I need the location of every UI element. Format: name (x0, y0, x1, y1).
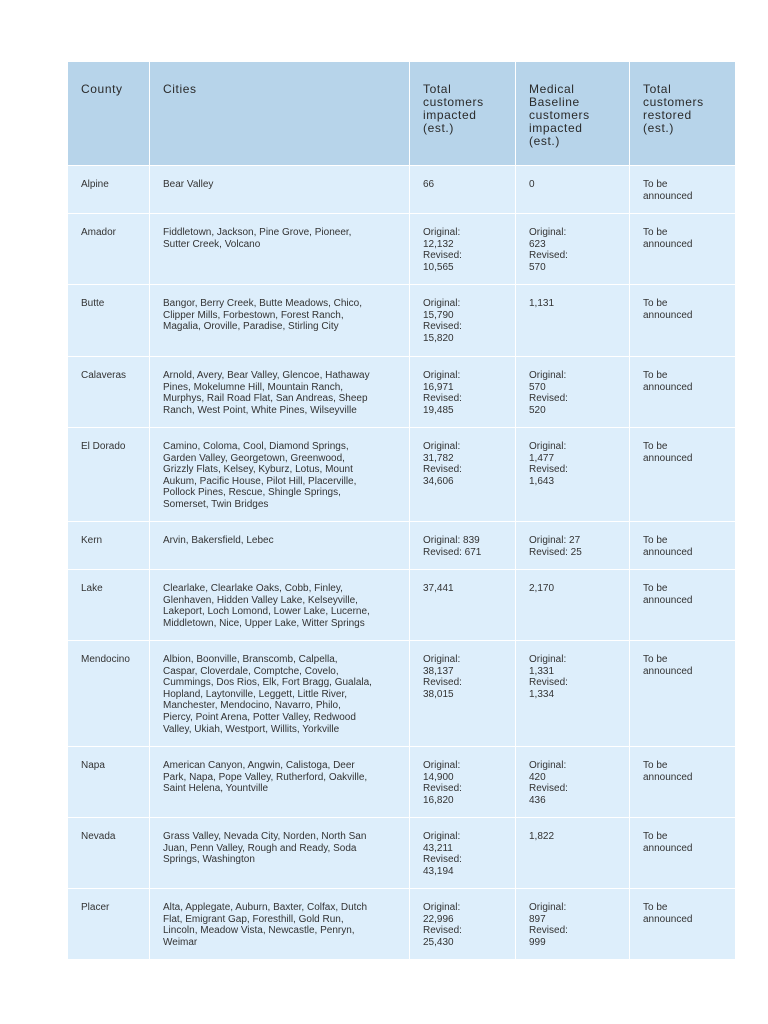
cell-total-restored: To be announced (630, 641, 736, 747)
cell-cities: Camino, Coloma, Cool, Diamond Springs, Garden Valley, Georgetown, Greenwood, Grizzly Flats, Kelsey, Kyburz, Lotus, Mount Aukum, Pacific House, Pilot Hill, Placerville, Pollock Pines, Rescue, Shingle Springs, Somerset, Twin Bridges (150, 428, 410, 522)
cell-total-restored: To be announced (630, 285, 736, 357)
cell-medical-impacted: 1,131 (516, 285, 630, 357)
cell-county: Mendocino (68, 641, 150, 747)
cell-cities: Alta, Applegate, Auburn, Baxter, Colfax, Dutch Flat, Emigrant Gap, Foresthill, Gold Run, Lincoln, Meadow Vista, Newcastle, Penryn, Weimar (150, 889, 410, 960)
cell-medical-impacted: 0 (516, 166, 630, 214)
cell-cities: Bangor, Berry Creek, Butte Meadows, Chico, Clipper Mills, Forbestown, Forest Ranch, Magalia, Oroville, Paradise, Stirling City (150, 285, 410, 357)
cell-cities: Grass Valley, Nevada City, Norden, North San Juan, Penn Valley, Rough and Ready, Soda Springs, Washington (150, 818, 410, 889)
header-row (68, 62, 736, 166)
cell-county: Calaveras (68, 357, 150, 428)
cell-total-restored: To be announced (630, 570, 736, 641)
cell-total-restored: To be announced (630, 357, 736, 428)
cell-medical-impacted: Original: 420 Revised: 436 (516, 747, 630, 818)
cell-total-restored: To be announced (630, 889, 736, 960)
header-medical-impacted: Medical Baseline customers impacted (est.) (516, 62, 630, 166)
cell-total-restored: To be announced (630, 214, 736, 285)
cell-cities: Fiddletown, Jackson, Pine Grove, Pioneer, Sutter Creek, Volcano (150, 214, 410, 285)
cell-cities: Clearlake, Clearlake Oaks, Cobb, Finley, Glenhaven, Hidden Valley Lake, Kelseyville, Lakeport, Loch Lomond, Lower Lake, Lucerne, Middletown, Nice, Upper Lake, Witter Springs (150, 570, 410, 641)
cell-total-restored: To be announced (630, 522, 736, 570)
cell-total-restored: To be announced (630, 166, 736, 214)
table-row (68, 747, 736, 818)
cell-total-impacted: 66 (410, 166, 516, 214)
cell-medical-impacted: Original: 570 Revised: 520 (516, 357, 630, 428)
cell-medical-impacted: Original: 1,477 Revised: 1,643 (516, 428, 630, 522)
cell-total-impacted: Original: 12,132 Revised: 10,565 (410, 214, 516, 285)
cell-medical-impacted: 2,170 (516, 570, 630, 641)
cell-total-impacted: Original: 43,211 Revised: 43,194 (410, 818, 516, 889)
cell-county: Napa (68, 747, 150, 818)
cell-cities: Bear Valley (150, 166, 410, 214)
cell-total-impacted: Original: 14,900 Revised: 16,820 (410, 747, 516, 818)
cell-county: Amador (68, 214, 150, 285)
cell-county: Lake (68, 570, 150, 641)
cell-total-impacted: Original: 16,971 Revised: 19,485 (410, 357, 516, 428)
cell-medical-impacted: Original: 623 Revised: 570 (516, 214, 630, 285)
cell-medical-impacted: Original: 897 Revised: 999 (516, 889, 630, 960)
table-row (68, 522, 736, 570)
table-row (68, 357, 736, 428)
cell-total-impacted: Original: 22,996 Revised: 25,430 (410, 889, 516, 960)
cell-total-impacted: Original: 38,137 Revised: 38,015 (410, 641, 516, 747)
table-row (68, 818, 736, 889)
cell-total-restored: To be announced (630, 747, 736, 818)
cell-county: Placer (68, 889, 150, 960)
header-county: County (68, 62, 150, 166)
table-row (68, 889, 736, 960)
cell-cities: Arnold, Avery, Bear Valley, Glencoe, Hathaway Pines, Mokelumne Hill, Mountain Ranch, Murphys, Rail Road Flat, San Andreas, Sheep Ranch, West Point, White Pines, Wilseyville (150, 357, 410, 428)
cell-total-impacted: 37,441 (410, 570, 516, 641)
cell-total-impacted: Original: 31,782 Revised: 34,606 (410, 428, 516, 522)
cell-county: Butte (68, 285, 150, 357)
cell-medical-impacted: Original: 1,331 Revised: 1,334 (516, 641, 630, 747)
table-row (68, 570, 736, 641)
header-cities: Cities (150, 62, 410, 166)
cell-cities: American Canyon, Angwin, Calistoga, Deer Park, Napa, Pope Valley, Rutherford, Oakville, Saint Helena, Yountville (150, 747, 410, 818)
cell-county: Nevada (68, 818, 150, 889)
cell-total-impacted: Original: 839 Revised: 671 (410, 522, 516, 570)
cell-total-impacted: Original: 15,790 Revised: 15,820 (410, 285, 516, 357)
cell-county: Alpine (68, 166, 150, 214)
table-row (68, 214, 736, 285)
header-total-impacted: Total customers impacted (est.) (410, 62, 516, 166)
cell-county: El Dorado (68, 428, 150, 522)
cell-total-restored: To be announced (630, 818, 736, 889)
cell-total-restored: To be announced (630, 428, 736, 522)
table-row (68, 641, 736, 747)
cell-cities: Albion, Boonville, Branscomb, Calpella, Caspar, Cloverdale, Comptche, Covelo, Cummings, Dos Rios, Elk, Fort Bragg, Gualala, Hopland, Laytonville, Leggett, Little River, Manchester, Mendocino, Navarro, Philo, Piercy, Point Arena, Potter Valley, Redwood Valley, Ukiah, Westport, Willits, Yorkville (150, 641, 410, 747)
table-row (68, 428, 736, 522)
header-total-restored: Total customers restored (est.) (630, 62, 736, 166)
cell-county: Kern (68, 522, 150, 570)
outage-table (67, 61, 736, 960)
table-row (68, 285, 736, 357)
cell-medical-impacted: Original: 27 Revised: 25 (516, 522, 630, 570)
table-row (68, 166, 736, 214)
cell-medical-impacted: 1,822 (516, 818, 630, 889)
cell-cities: Arvin, Bakersfield, Lebec (150, 522, 410, 570)
